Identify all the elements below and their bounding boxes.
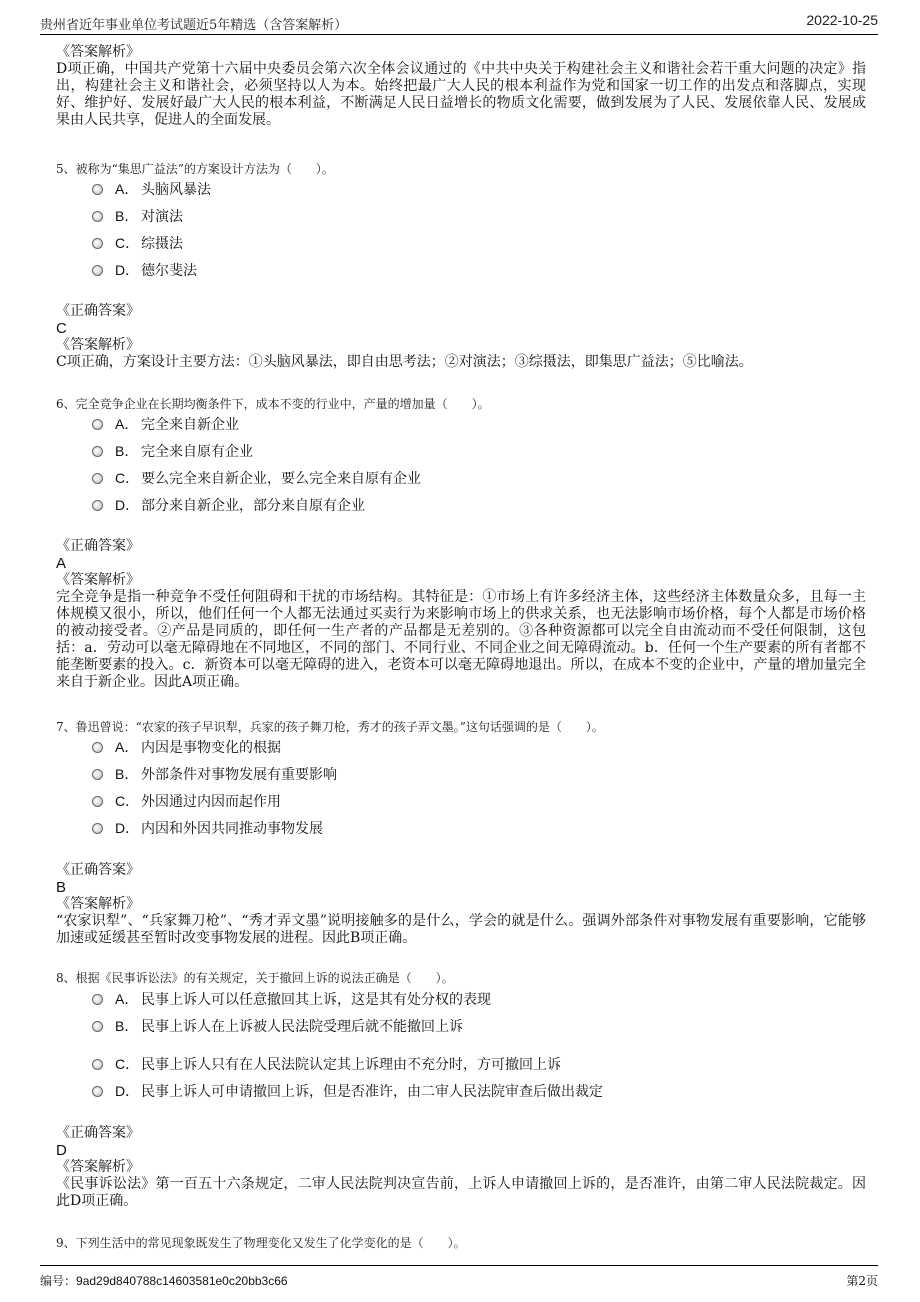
- answer-value: C: [56, 320, 67, 337]
- document-title: 贵州省近年事业单位考试题近5年精选（含答案解析）: [40, 18, 348, 33]
- q5-option-d[interactable]: D． 德尔斐法: [92, 260, 197, 280]
- answer-label: 《正确答案》: [56, 303, 140, 319]
- explanation-label: 《答案解析》: [56, 1159, 140, 1175]
- q5-answer-block: [56, 303, 866, 371]
- radio-icon[interactable]: [92, 769, 103, 780]
- q5-option-b[interactable]: B． 对演法: [92, 206, 183, 226]
- page-footer: [40, 1265, 878, 1290]
- prev-explanation-block: [56, 44, 866, 129]
- q8-answer-block: [56, 1125, 866, 1210]
- answer-label: 《正确答案》: [56, 862, 140, 878]
- radio-icon[interactable]: [92, 500, 103, 511]
- radio-icon[interactable]: [92, 823, 103, 834]
- question-7: 7、鲁迅曾说：“农家的孩子早识犁，兵家的孩子舞刀枪，秀才的孩子弄文墨。”这句话强调的是（ ）。: [56, 720, 604, 734]
- q5-option-a[interactable]: A． 头脑风暴法: [92, 179, 211, 199]
- radio-icon[interactable]: [92, 1086, 103, 1097]
- explanation-text: C项正确，方案设计主要方法：①头脑风暴法，即自由思考法；②对演法；③综摄法，即集思广益法；⑤比喻法。: [56, 354, 753, 370]
- q8-option-d[interactable]: D． 民事上诉人可申请撤回上诉，但是否准许，由二审人民法院审查后做出裁定: [92, 1081, 603, 1101]
- radio-icon[interactable]: [92, 184, 103, 195]
- radio-icon[interactable]: [92, 742, 103, 753]
- radio-icon[interactable]: [92, 419, 103, 430]
- page-header: [40, 10, 878, 35]
- q6-option-b[interactable]: B． 完全来自原有企业: [92, 441, 253, 461]
- q7-option-b[interactable]: B． 外部条件对事物发展有重要影响: [92, 764, 337, 784]
- question-5: 5、被称为“集思广益法”的方案设计方法为（ ）。: [56, 162, 334, 176]
- answer-label: 《正确答案》: [56, 538, 140, 554]
- radio-icon[interactable]: [92, 796, 103, 807]
- explanation-label: 《答案解析》: [56, 337, 140, 353]
- q6-option-c[interactable]: C． 要么完全来自新企业，要么完全来自原有企业: [92, 468, 421, 488]
- radio-icon[interactable]: [92, 473, 103, 484]
- document-code: 编号：9ad29d840788c14603581e0c20bb3c66: [40, 1274, 288, 1288]
- answer-value: B: [56, 879, 67, 896]
- question-8: 8、根据《民事诉讼法》的有关规定，关于撤回上诉的说法正确是（ ）。: [56, 971, 454, 985]
- q6-answer-block: [56, 538, 866, 691]
- radio-icon[interactable]: [92, 265, 103, 276]
- q7-answer-block: [56, 862, 866, 947]
- q6-option-a[interactable]: A． 完全来自新企业: [92, 414, 239, 434]
- explanation-text: 完全竞争是指一种竞争不受任何阻碍和干扰的市场结构。其特征是：①市场上有许多经济主体，这些经济主体数量众多，且每一主体规模又很小，所以，他们任何一个人都无法通过买卖行为来影响市场上的供求关系，也无法影响市场价格，每个人都是市场价格的被动接受者。②产品是同质的，即任何一生产者的产品都是无差别的。③各种资源都可以完全自由流动而不受任何限制，这包括：a．劳动可以毫无障碍地在不同地区，不同的部门、不同行业、不同企业之间无障碍流动。b．任何一个生产要素的所有者都不能垄断要素的投入。c．新资本可以毫无障碍的进入，老资本可以毫无障碍地退出。所以，在成本不变的企业中，产量的增加量完全来自于新企业。因此A项正确。: [56, 589, 866, 690]
- radio-icon[interactable]: [92, 446, 103, 457]
- question-9: 9、下列生活中的常见现象既发生了物理变化又发生了化学变化的是（ ）。: [56, 1236, 466, 1250]
- q8-option-c[interactable]: C． 民事上诉人只有在人民法院认定其上诉理由不充分时，方可撤回上诉: [92, 1054, 561, 1074]
- explanation-text: D项正确，中国共产党第十六届中央委员会第六次全体会议通过的《中共中央关于构建社会主义和谐社会若干重大问题的决定》指出，构建社会主义和谐社会，必须坚持以人为本。始终把最广大人民的根本利益作为党和国家一切工作的出发点和落脚点，实现好、维护好、发展好最广大人民的根本利益，不断满足人民日益增长的物质文化需要，做到发展为了人民、发展依靠人民、发展成果由人民共享，促进人的全面发展。: [56, 61, 866, 128]
- q7-option-c[interactable]: C． 外因通过内因而起作用: [92, 791, 281, 811]
- explanation-text: 《民事诉讼法》第一百五十六条规定，二审人民法院判决宣告前，上诉人申请撤回上诉的，是否准许，由第二审人民法院裁定。因此D项正确。: [56, 1176, 866, 1209]
- q7-option-a[interactable]: A． 内因是事物变化的根据: [92, 737, 281, 757]
- explanation-label: 《答案解析》: [56, 572, 140, 588]
- page-number: 第2页: [846, 1274, 878, 1288]
- radio-icon[interactable]: [92, 1059, 103, 1070]
- answer-value: A: [56, 555, 67, 572]
- explanation-label: 《答案解析》: [56, 896, 140, 912]
- document-date: 2022-10-25: [806, 12, 878, 28]
- radio-icon[interactable]: [92, 238, 103, 249]
- q8-option-b[interactable]: B． 民事上诉人在上诉被人民法院受理后就不能撤回上诉: [92, 1016, 463, 1036]
- radio-icon[interactable]: [92, 211, 103, 222]
- answer-value: D: [56, 1142, 67, 1159]
- q6-option-d[interactable]: D． 部分来自新企业，部分来自原有企业: [92, 495, 365, 515]
- explanation-text: “农家识犁”、“兵家舞刀枪”、“秀才弄文墨”说明接触多的是什么，学会的就是什么。强调外部条件对事物发展有重要影响，它能够加速或延缓甚至暂时改变事物发展的进程。因此B项正确。: [56, 913, 866, 946]
- q8-option-a[interactable]: A． 民事上诉人可以任意撤回其上诉，这是其有处分权的表现: [92, 989, 491, 1009]
- radio-icon[interactable]: [92, 994, 103, 1005]
- q7-option-d[interactable]: D． 内因和外因共同推动事物发展: [92, 818, 323, 838]
- explanation-label: 《答案解析》: [56, 44, 140, 60]
- question-6: 6、完全竞争企业在长期均衡条件下，成本不变的行业中，产量的增加量（ ）。: [56, 397, 490, 411]
- radio-icon[interactable]: [92, 1021, 103, 1032]
- answer-label: 《正确答案》: [56, 1125, 140, 1141]
- q5-option-c[interactable]: C． 综摄法: [92, 233, 183, 253]
